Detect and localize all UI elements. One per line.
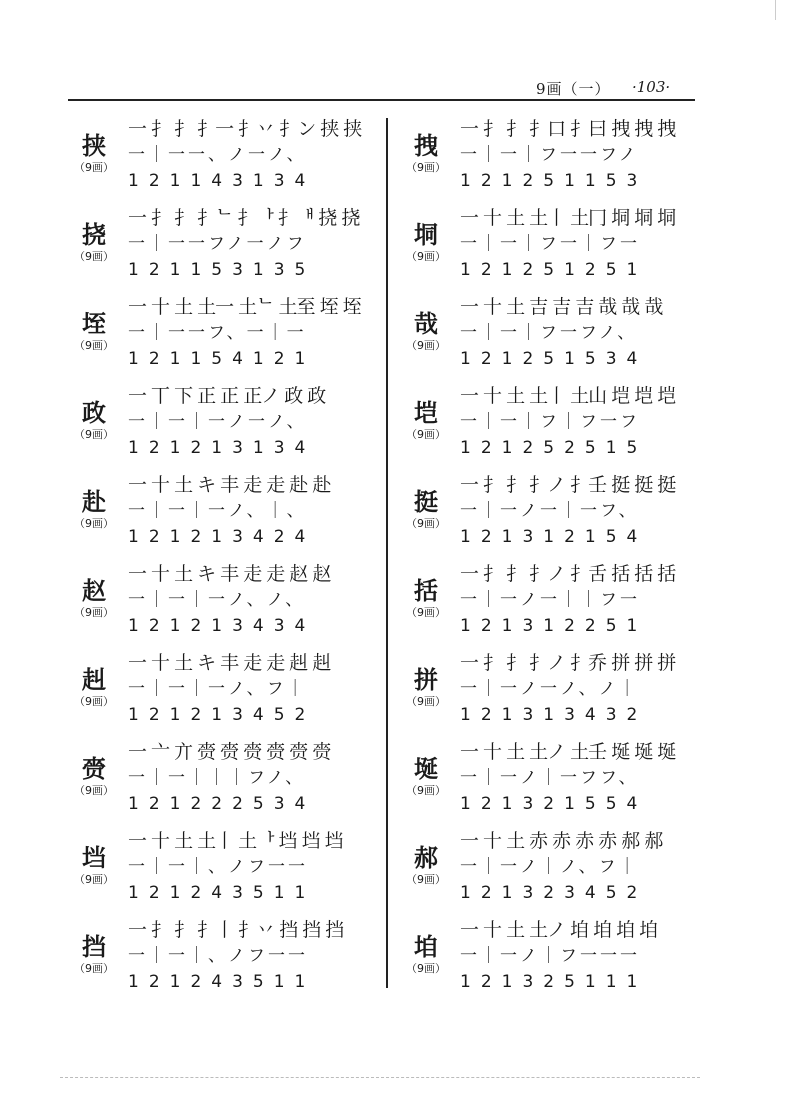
stroke-order-block — [128, 561, 368, 639]
stroke-shapes: 一｜一｜、ノフ一一 — [128, 857, 308, 877]
stroke-count-label: （9画） — [406, 606, 446, 619]
stroke-count-label: （9画） — [406, 428, 446, 441]
stroke-count-label: （9画） — [74, 606, 114, 619]
stroke-order-block — [128, 828, 368, 906]
stroke-entry — [72, 201, 372, 289]
character: 垌 — [414, 220, 438, 249]
stroke-order-sequence: 一 扌 扌 扌ノ 扌壬 挺 挺 挺 — [460, 474, 676, 496]
character: 埏 — [414, 754, 438, 783]
stroke-shapes: 一｜一｜フ一｜フ一 — [460, 234, 640, 254]
character: 赵 — [82, 576, 106, 605]
stroke-order-sequence: 一 十 土 キ 丰 走 走 赴 赴 — [128, 474, 331, 496]
character: 挠 — [82, 220, 106, 249]
stroke-order-sequence: 一 十 土 土丨 土ᅡ 垱 垱 垱 — [128, 830, 343, 852]
character-block — [72, 755, 116, 798]
stroke-order-block — [460, 205, 700, 283]
stroke-entry — [404, 201, 704, 289]
stroke-order-block — [460, 917, 700, 995]
character: 郝 — [414, 843, 438, 872]
stroke-shapes: 一｜一ノ一ノ、ノ｜ — [460, 679, 639, 699]
stroke-count-label: （9画） — [74, 784, 114, 797]
character: 拼 — [414, 665, 438, 694]
stroke-order-block — [128, 205, 368, 283]
stroke-order-block — [460, 650, 700, 728]
stroke-codes: 121153135 — [128, 260, 316, 280]
character: 赳 — [82, 665, 106, 694]
stroke-codes: 121312251 — [460, 616, 648, 636]
character: 垤 — [82, 309, 106, 338]
stroke-order-block — [128, 472, 368, 550]
stroke-entry — [72, 913, 372, 1001]
character-block — [404, 577, 448, 620]
stroke-shapes: 一｜一｜フ一フノ、 — [460, 323, 638, 343]
page-number: ·103· — [632, 78, 671, 96]
stroke-order-block — [128, 917, 368, 995]
stroke-codes: 121213134 — [128, 438, 316, 458]
stroke-order-block — [460, 739, 700, 817]
character-block — [404, 310, 448, 353]
stroke-codes: 121251153 — [460, 171, 648, 191]
header-rule — [68, 99, 695, 101]
stroke-codes: 121251534 — [460, 349, 648, 369]
stroke-order-block — [460, 472, 700, 550]
character-block — [404, 666, 448, 709]
stroke-order-block — [128, 650, 368, 728]
stroke-count-label: （9画） — [406, 695, 446, 708]
stroke-codes: 121312154 — [460, 527, 648, 547]
stroke-count-label: （9画） — [406, 339, 446, 352]
stroke-count-label: （9画） — [74, 517, 114, 530]
stroke-codes: 121321554 — [460, 794, 648, 814]
stroke-shapes: 一｜一ノ｜フ一一一 — [460, 946, 640, 966]
stroke-entry — [404, 379, 704, 467]
stroke-entry — [72, 735, 372, 823]
character-block — [72, 488, 116, 531]
character-block — [404, 132, 448, 175]
stroke-order-block — [460, 294, 700, 372]
character-block — [404, 488, 448, 531]
stroke-order-sequence: 一 亠 亣 赍 赍 赍 赍 赍 赍 — [128, 741, 331, 763]
stroke-entry — [404, 290, 704, 378]
character: 垲 — [414, 398, 438, 427]
character-block — [404, 221, 448, 264]
scan-edge-mark — [775, 0, 776, 20]
stroke-codes: 121154121 — [128, 349, 316, 369]
stroke-shapes: 一｜一ノ｜一フフ、 — [460, 768, 639, 788]
stroke-order-sequence: 一 十 土 キ 丰 走 走 赳 赳 — [128, 652, 331, 674]
stroke-order-block — [460, 828, 700, 906]
stroke-shapes: 一｜一ノ一｜｜フ一 — [460, 590, 640, 610]
stroke-codes: 121213434 — [128, 616, 316, 636]
stroke-entry — [404, 824, 704, 912]
stroke-codes: 121243511 — [128, 972, 316, 992]
character: 挟 — [82, 131, 106, 160]
stroke-shapes: 一｜一｜一ノ、｜、 — [128, 501, 307, 521]
stroke-count-label: （9画） — [406, 784, 446, 797]
character-block — [404, 844, 448, 887]
stroke-shapes: 一｜一｜一ノ、フ｜ — [128, 679, 307, 699]
stroke-shapes: 一｜一｜一ノ一ノ、 — [128, 412, 307, 432]
stroke-codes: 121222534 — [128, 794, 316, 814]
character-block — [72, 933, 116, 976]
stroke-entry — [72, 557, 372, 645]
stroke-order-sequence: 一 十 土 土一 土ᄂ 土至 垤 垤 — [128, 296, 361, 318]
stroke-order-sequence: 一 十 土 土ノ 垍 垍 垍 垍 — [460, 919, 658, 941]
stroke-count-label: （9画） — [74, 873, 114, 886]
scan-bottom-line — [60, 1077, 700, 1078]
stroke-shapes: 一｜一｜フ一一フノ — [460, 145, 639, 165]
character-block — [72, 577, 116, 620]
stroke-order-block — [460, 116, 700, 194]
stroke-order-sequence: 一 十 土 土ノ 土壬 埏 埏 埏 — [460, 741, 676, 763]
character-block — [72, 132, 116, 175]
stroke-order-sequence: 一 扌 扌 扌ノ 扌舌 括 括 括 — [460, 563, 676, 585]
character: 赴 — [82, 487, 106, 516]
stroke-count-label: （9画） — [74, 339, 114, 352]
stroke-shapes: 一｜一一フ、一｜一 — [128, 323, 307, 343]
stroke-entry — [404, 646, 704, 734]
stroke-count-label: （9画） — [74, 428, 114, 441]
stroke-order-sequence: 一 十 土 赤 赤 赤 赤 郝 郝 — [460, 830, 663, 852]
character-block — [72, 666, 116, 709]
stroke-shapes: 一｜一ノ一｜一フ、 — [460, 501, 639, 521]
character: 挡 — [82, 932, 106, 961]
stroke-entry — [404, 913, 704, 1001]
stroke-count-label: （9画） — [406, 161, 446, 174]
stroke-shapes: 一｜一｜｜｜フノ、 — [128, 768, 306, 788]
character-block — [72, 310, 116, 353]
stroke-entry — [404, 735, 704, 823]
stroke-order-sequence: 一 扌 扌 扌一 扌丷 扌ン 挟 挟 — [128, 118, 362, 140]
stroke-entry — [72, 290, 372, 378]
stroke-order-sequence: 一 十 土 土丨 土冂 垌 垌 垌 — [460, 207, 676, 229]
stroke-entry — [72, 112, 372, 200]
stroke-shapes: 一｜一一フノ一ノフ — [128, 234, 307, 254]
stroke-order-block — [128, 294, 368, 372]
page-header — [0, 0, 800, 100]
stroke-shapes: 一｜一ノ｜ノ、フ｜ — [460, 857, 639, 877]
stroke-order-block — [128, 116, 368, 194]
stroke-codes: 121213452 — [128, 705, 316, 725]
stroke-entry — [404, 557, 704, 645]
character-block — [72, 399, 116, 442]
character-block — [404, 399, 448, 442]
stroke-codes: 121251251 — [460, 260, 648, 280]
stroke-entry — [72, 646, 372, 734]
stroke-entry — [72, 824, 372, 912]
left-column — [72, 112, 372, 992]
stroke-entry — [72, 379, 372, 467]
section-title: 9画（一） — [536, 80, 611, 98]
stroke-order-block — [128, 383, 368, 461]
character: 政 — [82, 398, 106, 427]
stroke-entry — [404, 112, 704, 200]
stroke-shapes: 一｜一｜フ｜フ一フ — [460, 412, 640, 432]
stroke-count-label: （9画） — [74, 962, 114, 975]
stroke-count-label: （9画） — [406, 517, 446, 530]
stroke-order-sequence: 一 丅 下 正 正 正ノ 政 政 — [128, 385, 326, 407]
center-divider — [386, 118, 388, 988]
stroke-order-sequence: 一 十 土 土丨 土山 垲 垲 垲 — [460, 385, 676, 407]
stroke-count-label: （9画） — [74, 161, 114, 174]
character-block — [404, 755, 448, 798]
stroke-codes: 121313432 — [460, 705, 648, 725]
character: 哉 — [414, 309, 438, 338]
stroke-count-label: （9画） — [74, 695, 114, 708]
character: 赍 — [82, 754, 106, 783]
stroke-codes: 121323452 — [460, 883, 648, 903]
stroke-order-sequence: 一 十 土 吉 吉 吉 哉 哉 哉 — [460, 296, 663, 318]
character: 拽 — [414, 131, 438, 160]
stroke-order-sequence: 一 扌 扌 扌ᄂ 扌ᅡ 扌ᅢ 挠 挠 — [128, 207, 360, 229]
stroke-entry — [72, 468, 372, 556]
stroke-count-label: （9画） — [406, 250, 446, 263]
stroke-order-sequence: 一 扌 扌 扌口 扌曰 拽 拽 拽 — [460, 118, 676, 140]
character-block — [404, 933, 448, 976]
stroke-order-block — [128, 739, 368, 817]
right-column — [404, 112, 704, 992]
stroke-order-sequence: 一 扌 扌 扌丨 扌丷 挡 挡 挡 — [128, 919, 344, 941]
stroke-order-sequence: 一 扌 扌 扌ノ 扌乔 拼 拼 拼 — [460, 652, 676, 674]
stroke-shapes: 一｜一一、ノ一ノ、 — [128, 145, 307, 165]
character-block — [72, 221, 116, 264]
character: 垱 — [82, 843, 106, 872]
stroke-codes: 121243511 — [128, 883, 316, 903]
stroke-shapes: 一｜一｜一ノ、ノ、 — [128, 590, 306, 610]
stroke-codes: 121213424 — [128, 527, 316, 547]
stroke-count-label: （9画） — [406, 873, 446, 886]
stroke-entry — [404, 468, 704, 556]
stroke-shapes: 一｜一｜、ノフ一一 — [128, 946, 308, 966]
stroke-order-sequence: 一 十 土 キ 丰 走 走 赵 赵 — [128, 563, 331, 585]
stroke-order-block — [460, 383, 700, 461]
stroke-codes: 121252515 — [460, 438, 648, 458]
stroke-count-label: （9画） — [74, 250, 114, 263]
character: 挺 — [414, 487, 438, 516]
character-block — [72, 844, 116, 887]
character: 垍 — [414, 932, 438, 961]
stroke-order-block — [460, 561, 700, 639]
stroke-codes: 121143134 — [128, 171, 316, 191]
stroke-codes: 121325111 — [460, 972, 648, 992]
stroke-count-label: （9画） — [406, 962, 446, 975]
character: 括 — [414, 576, 438, 605]
